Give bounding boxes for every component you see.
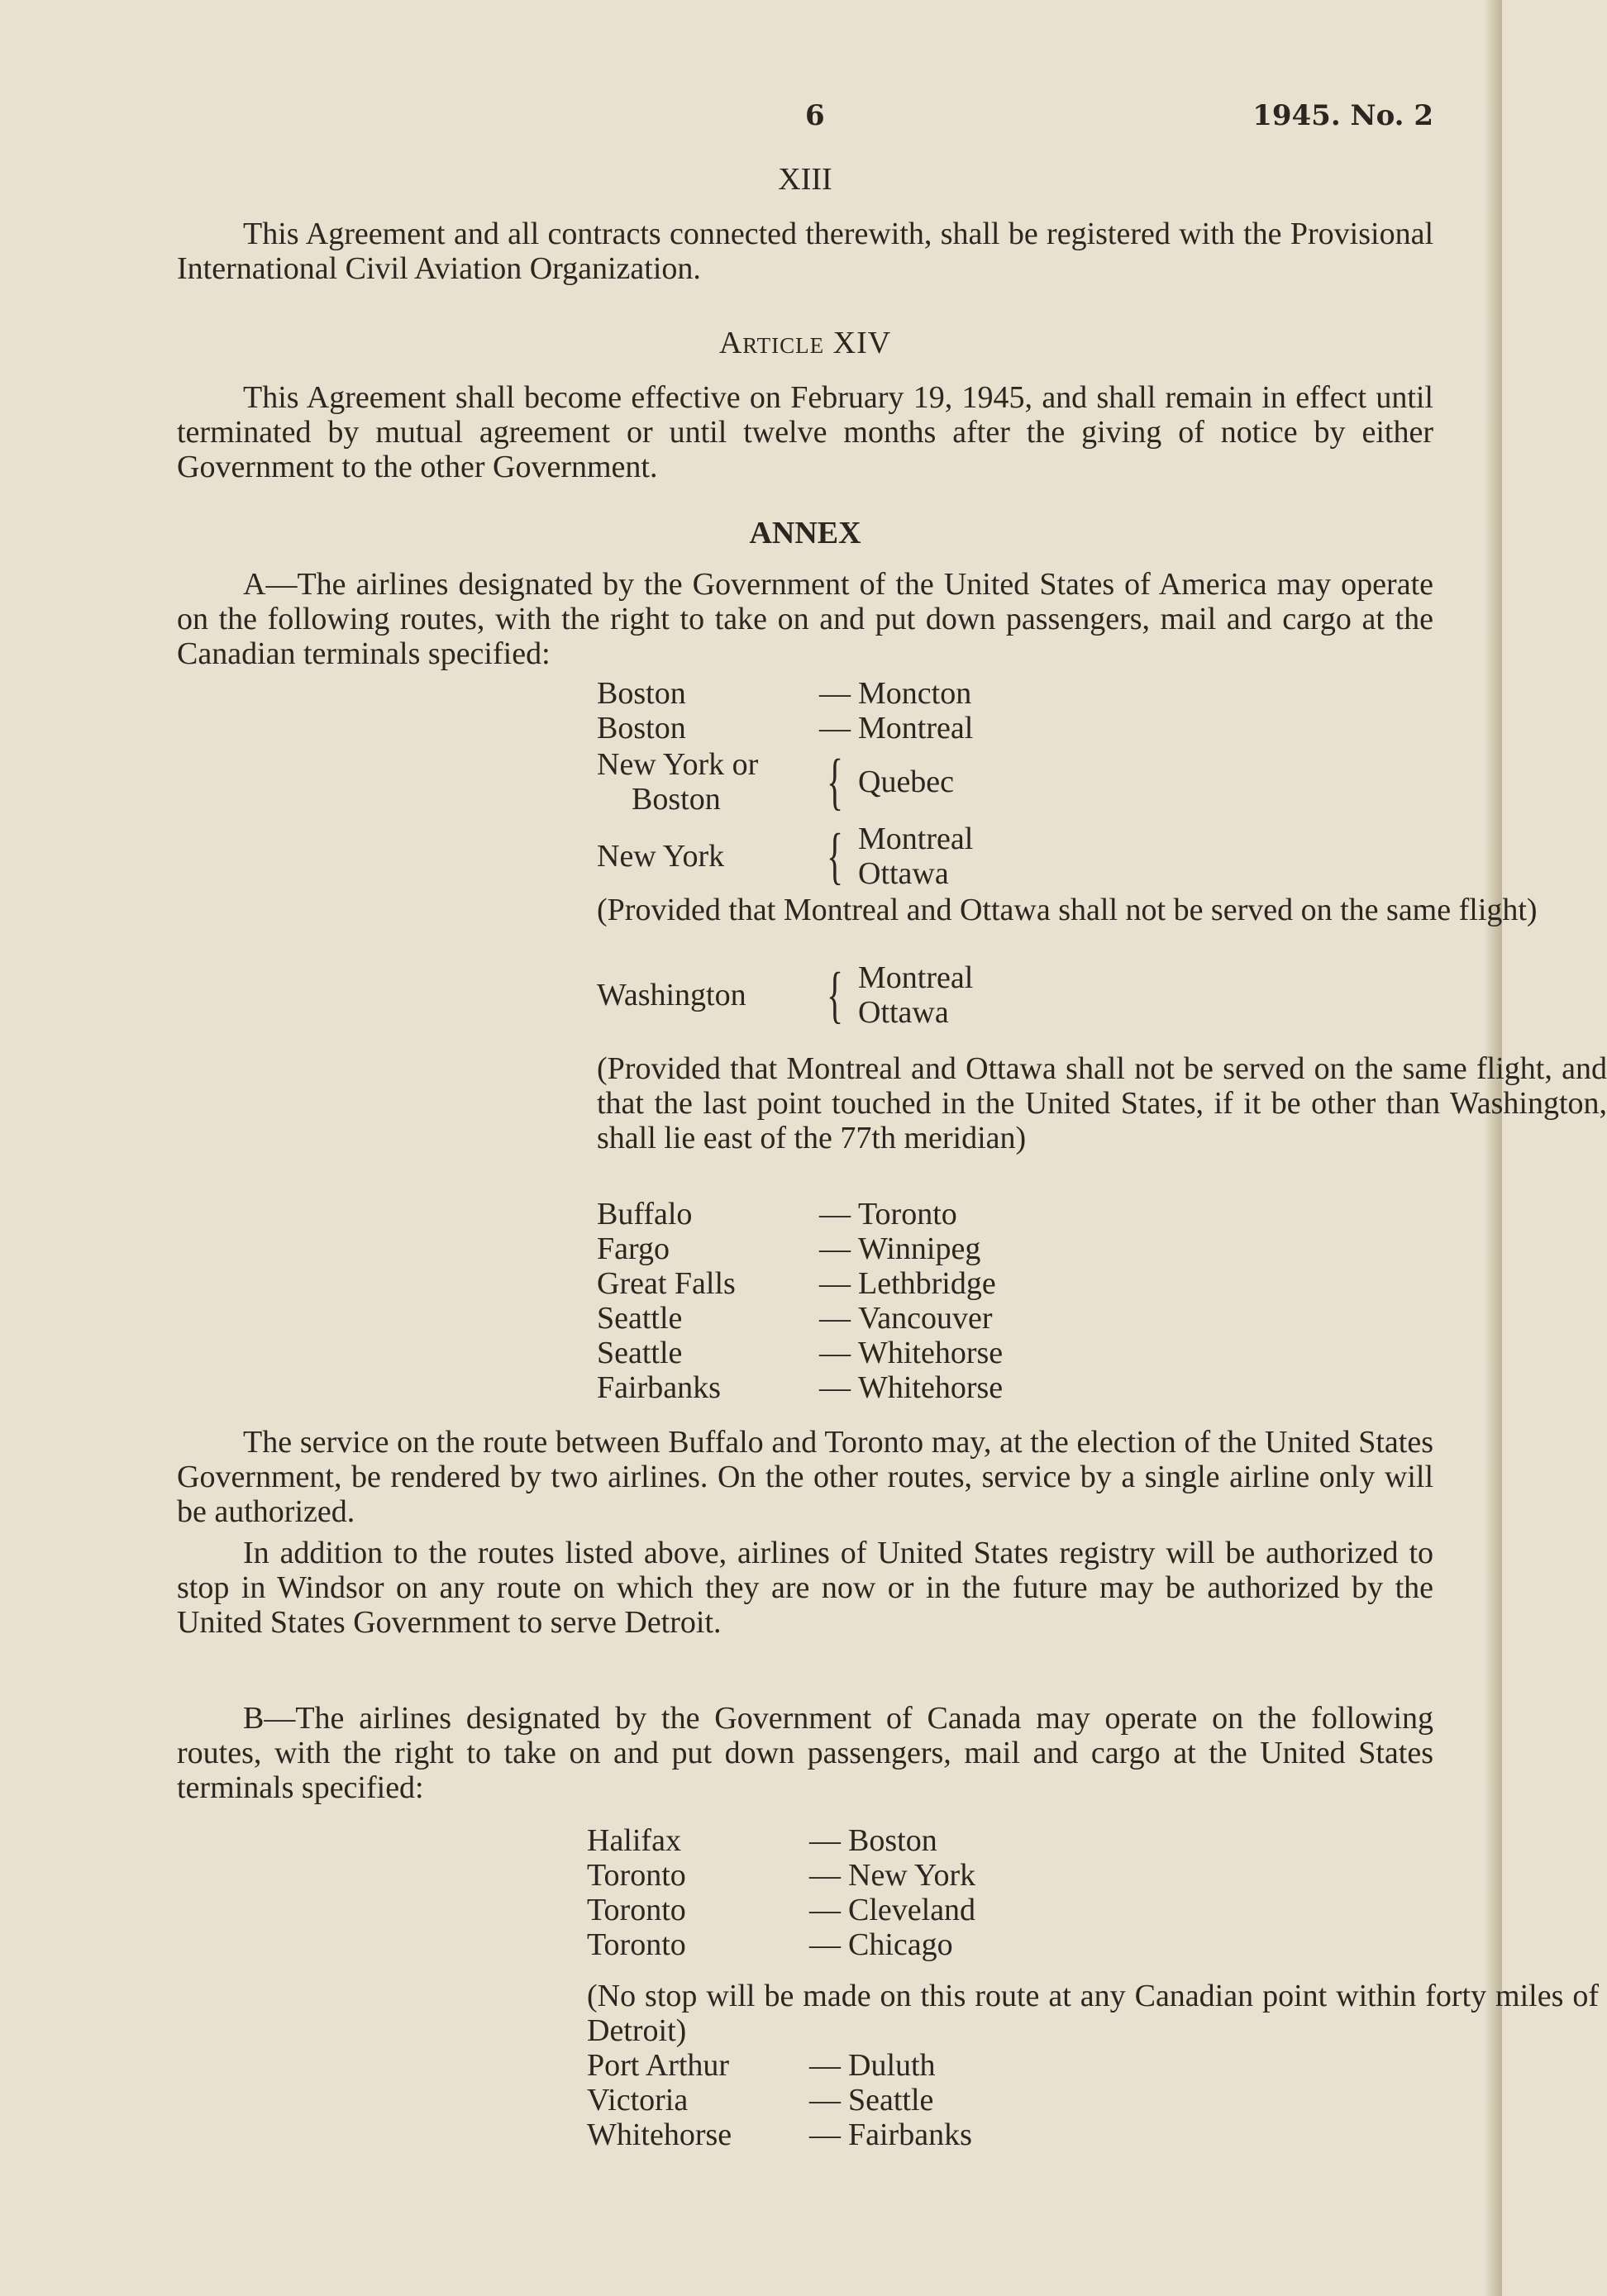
route-origin: Fargo: [597, 1231, 670, 1266]
route-destination: Chicago: [848, 1927, 953, 1962]
article-xiii-heading: XIII: [778, 162, 832, 197]
route-row: [587, 1927, 1096, 1962]
route-destination: Montreal: [858, 960, 974, 995]
route-dash: —: [819, 1197, 851, 1231]
route-group-washington: [597, 960, 973, 1030]
route-table-a1: [597, 676, 1106, 745]
brace-symbol: {: [826, 747, 844, 817]
article-xiv-text: This Agreement shall become effective on February 19, 1945, and shall remain in effect until terminated by mutual agreement or until twelve months after the giving of notice by either Government to the other Government.: [177, 380, 1433, 484]
route-origin: Boston: [597, 676, 686, 711]
route-destination: Ottawa: [858, 995, 949, 1030]
annex-heading: ANNEX: [749, 516, 861, 550]
route-row: [597, 1231, 1106, 1266]
route-row: [587, 1893, 1096, 1927]
annex-section-a-intro: A—The airlines designated by the Government of the United States of America may operate on the following routes, with the right to take on and put down passengers, mail and cargo at the Canadian terminals specified:: [177, 567, 1433, 671]
route-row: [597, 1266, 1106, 1301]
route-origin: Port Arthur: [587, 2048, 730, 2083]
annex-a-paragraph-1: The service on the route between Buffalo and Toronto may, at the election of the United States Government, be rendered by two airlines. On the other routes, service by a single airline only will be authorized.: [177, 1425, 1433, 1529]
route-origin: Toronto: [587, 1927, 686, 1962]
route-dash: —: [809, 2048, 841, 2083]
route-note: (Provided that Montreal and Ottawa shall not be served on the same flight): [597, 893, 1538, 927]
article-xiv-heading: Article XIV: [718, 326, 892, 360]
route-row: [587, 1858, 1096, 1893]
route-row: [597, 1301, 1106, 1336]
route-table-b2: [587, 2048, 1096, 2152]
route-destination: Winnipeg: [858, 1231, 981, 1266]
route-dash: —: [809, 2117, 841, 2152]
route-origin: New York or: [597, 747, 759, 782]
route-dash: —: [809, 1823, 841, 1858]
route-origin: Seattle: [597, 1336, 683, 1370]
route-row: [587, 2048, 1096, 2083]
route-origin: New York: [597, 839, 725, 874]
route-table-b1: [587, 1823, 1096, 1962]
route-row: [597, 711, 1106, 745]
route-destination: Lethbridge: [858, 1266, 996, 1301]
route-destination: Ottawa: [858, 856, 949, 891]
route-destination-group: [858, 960, 973, 1030]
route-origin: Whitehorse: [587, 2117, 732, 2152]
route-destination: Duluth: [848, 2048, 936, 2083]
route-dash: —: [819, 711, 851, 745]
route-row: [587, 2117, 1096, 2152]
brace-symbol: {: [826, 822, 844, 891]
route-origin: Washington: [597, 978, 746, 1012]
route-destination: Whitehorse: [858, 1336, 1004, 1370]
route-dash: —: [819, 1266, 851, 1301]
route-destination: Moncton: [858, 676, 972, 711]
route-origin: Great Falls: [597, 1266, 736, 1301]
route-origin: Fairbanks: [597, 1370, 721, 1405]
route-dash: —: [809, 1893, 841, 1927]
route-row: [587, 1823, 1096, 1858]
route-destination: Whitehorse: [858, 1370, 1004, 1405]
route-dash: —: [809, 1927, 841, 1962]
route-group-newyork: [597, 822, 973, 891]
route-origin: Toronto: [587, 1858, 686, 1893]
route-origin-group: [597, 747, 812, 817]
route-origin: Seattle: [597, 1301, 683, 1336]
route-origin: Boston: [597, 711, 686, 745]
route-destination: Cleveland: [848, 1893, 976, 1927]
route-dash: —: [809, 1858, 841, 1893]
route-destination: Montreal: [858, 822, 974, 856]
route-dash: —: [819, 1231, 851, 1266]
route-dash: —: [819, 676, 851, 711]
route-destination: Vancouver: [858, 1301, 993, 1336]
route-row: [597, 1336, 1106, 1370]
route-row: [597, 1197, 1106, 1231]
annex-a-paragraph-2: In addition to the routes listed above, airlines of United States registry will be authorized to stop in Windsor on any route on which they are now or in the future may be authorized by the United States Government to serve Detroit.: [177, 1536, 1433, 1640]
article-xiii-text: This Agreement and all contracts connected therewith, shall be registered with the Provisional International Civil Aviation Organization.: [177, 217, 1433, 286]
running-header: [177, 99, 1433, 141]
header-year-number: 1945. No. 2: [1252, 99, 1433, 132]
route-origin: Halifax: [587, 1823, 681, 1858]
page-number: 6: [805, 99, 825, 132]
route-note: (No stop will be made on this route at any Canadian point within forty miles of Detroit): [587, 1979, 1599, 2048]
route-destination: Montreal: [858, 711, 974, 745]
route-destination: Boston: [848, 1823, 937, 1858]
route-dash: —: [809, 2083, 841, 2117]
route-origin: Buffalo: [597, 1197, 693, 1231]
route-destination: Fairbanks: [848, 2117, 972, 2152]
route-group-quebec: [597, 747, 954, 817]
brace-symbol: {: [826, 960, 844, 1030]
route-destination-group: [858, 822, 973, 891]
route-dash: —: [819, 1370, 851, 1405]
route-row: [597, 1370, 1106, 1405]
route-origin: Victoria: [587, 2083, 689, 2117]
route-row: [587, 2083, 1096, 2117]
route-dash: —: [819, 1301, 851, 1336]
route-destination: Quebec: [858, 765, 955, 799]
route-destination: New York: [848, 1858, 976, 1893]
annex-section-b-intro: B—The airlines designated by the Government of Canada may operate on the following routes, with the right to take on and put down passengers, mail and cargo at the United States terminals specified:: [177, 1701, 1433, 1805]
route-destination: Toronto: [858, 1197, 957, 1231]
route-note: (Provided that Montreal and Ottawa shall not be served on the same flight, and that the last point touched in the United States, if it be other than Washington, shall lie east of the 77th meridian): [597, 1051, 1607, 1155]
route-table-a2: [597, 1197, 1106, 1405]
route-dash: —: [819, 1336, 851, 1370]
route-destination: Seattle: [848, 2083, 934, 2117]
route-origin: Boston: [632, 782, 721, 817]
route-origin: Toronto: [587, 1893, 686, 1927]
route-row: [597, 676, 1106, 711]
